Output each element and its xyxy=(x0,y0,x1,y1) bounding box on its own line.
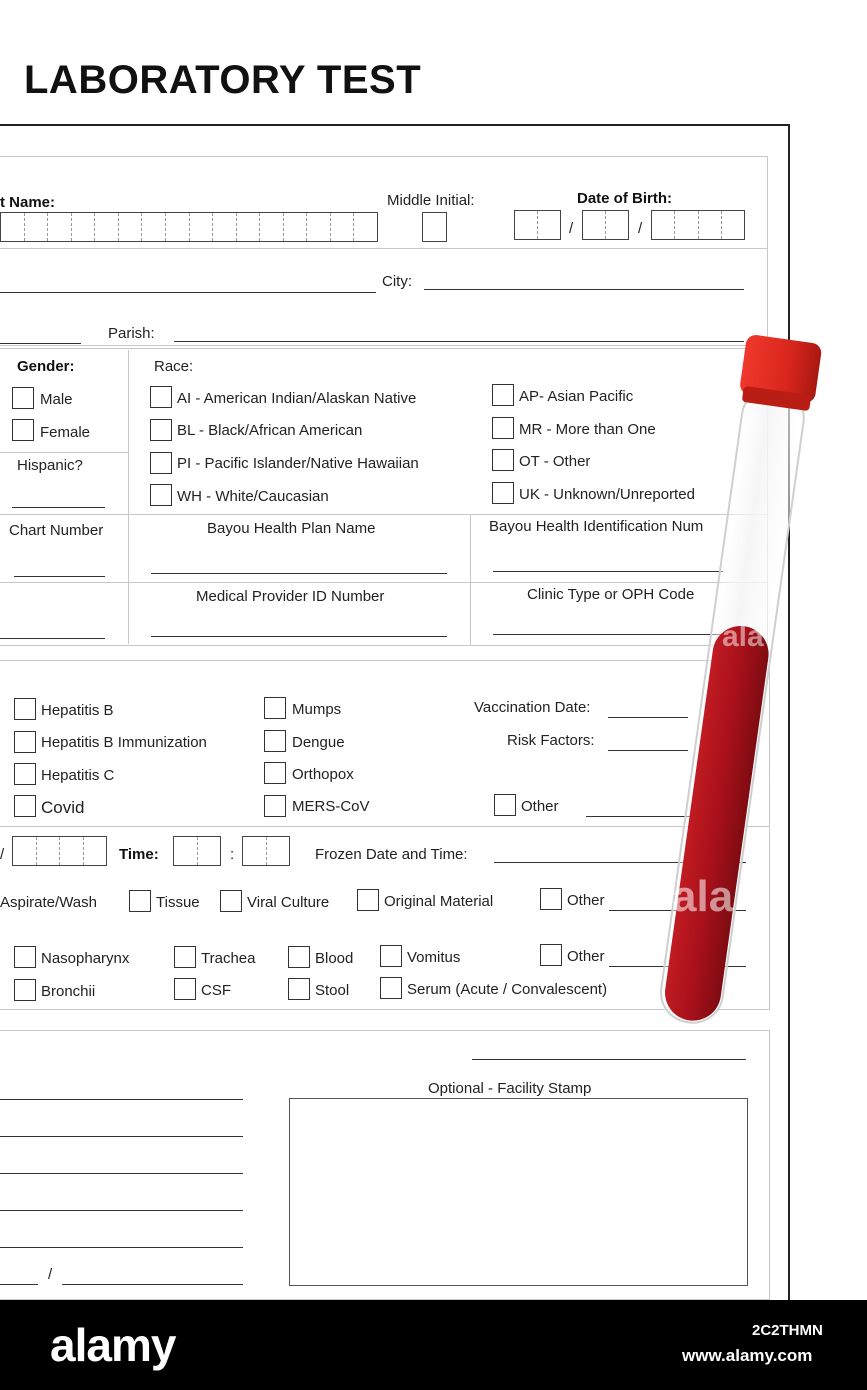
watermark-url: www.alamy.com xyxy=(682,1346,813,1365)
hepatitis-b-label: Hepatitis B xyxy=(41,702,114,719)
bottom-line-5[interactable] xyxy=(0,1247,243,1248)
hispanic-field[interactable] xyxy=(12,507,105,508)
orthopox-label: Orthopox xyxy=(292,766,354,783)
hepatitis-b-immunization-label: Hepatitis B Immunization xyxy=(41,734,207,751)
other-source-checkbox[interactable] xyxy=(540,944,562,966)
other-source-label: Other xyxy=(567,948,605,965)
frozen-date-label: Frozen Date and Time: xyxy=(315,846,468,863)
serum-label: Serum (Acute / Convalescent) xyxy=(407,981,608,998)
covid-label: Covid xyxy=(41,798,85,817)
race-wh-checkbox[interactable] xyxy=(150,484,172,506)
time-hour-field[interactable] xyxy=(173,836,221,866)
trachea-checkbox[interactable] xyxy=(174,946,196,968)
divider xyxy=(0,248,768,249)
bottom-line-4[interactable] xyxy=(0,1210,243,1211)
bottom-date-field-1[interactable] xyxy=(0,1284,38,1285)
city-label: City: xyxy=(382,273,412,290)
race-uk-checkbox[interactable] xyxy=(492,482,514,504)
address-field[interactable] xyxy=(0,292,376,293)
clinic-type-label: Clinic Type or OPH Code xyxy=(527,586,695,603)
tissue-label: Tissue xyxy=(156,894,200,911)
race-ai-label: AI - American Indian/Alaskan Native xyxy=(177,390,417,407)
dengue-label: Dengue xyxy=(292,734,345,751)
bottom-line-3[interactable] xyxy=(0,1173,243,1174)
race-mr-label: MR - More than One xyxy=(519,421,656,438)
city-field[interactable] xyxy=(424,289,744,290)
blood-label: Blood xyxy=(315,950,354,967)
bronchii-checkbox[interactable] xyxy=(14,979,36,1001)
mumps-checkbox[interactable] xyxy=(264,697,286,719)
orthopox-checkbox[interactable] xyxy=(264,762,286,784)
race-ap-checkbox[interactable] xyxy=(492,384,514,406)
time-minute-field[interactable] xyxy=(242,836,290,866)
race-pi-checkbox[interactable] xyxy=(150,452,172,474)
time-colon: : xyxy=(230,846,235,863)
hepatitis-b-immunization-checkbox[interactable] xyxy=(14,731,36,753)
race-bl-label: BL - Black/African American xyxy=(177,422,363,439)
bottom-date-field-2[interactable] xyxy=(62,1284,243,1285)
other-test-checkbox[interactable] xyxy=(494,794,516,816)
vomitus-checkbox[interactable] xyxy=(380,945,402,967)
nasopharynx-checkbox[interactable] xyxy=(14,946,36,968)
hepatitis-c-label: Hepatitis C xyxy=(41,767,115,784)
csf-checkbox[interactable] xyxy=(174,978,196,1000)
gender-label: Gender: xyxy=(17,358,75,375)
race-label: Race: xyxy=(154,358,194,375)
middle-initial-field[interactable] xyxy=(422,212,447,242)
dob-day-field[interactable] xyxy=(582,210,629,240)
signature-field[interactable] xyxy=(472,1059,746,1060)
race-ai-checkbox[interactable] xyxy=(150,386,172,408)
serum-checkbox[interactable] xyxy=(380,977,402,999)
blood-checkbox[interactable] xyxy=(288,946,310,968)
plan-name-field[interactable] xyxy=(151,573,447,574)
female-checkbox[interactable] xyxy=(12,419,34,441)
blood-tube-image xyxy=(600,330,860,1040)
original-material-checkbox[interactable] xyxy=(357,889,379,911)
collection-year-field[interactable] xyxy=(12,836,107,866)
watermark-overlay-lower: ala xyxy=(672,872,734,921)
bottom-line-1[interactable] xyxy=(0,1099,243,1100)
hepatitis-c-checkbox[interactable] xyxy=(14,763,36,785)
dob-slash-2: / xyxy=(638,220,643,237)
viral-culture-label: Viral Culture xyxy=(247,894,330,911)
race-ot-label: OT - Other xyxy=(519,453,591,470)
chart-number-label: Chart Number xyxy=(9,522,104,539)
male-label: Male xyxy=(40,391,73,408)
aspirate-wash-label: Aspirate/Wash xyxy=(0,894,97,911)
parish-label: Parish: xyxy=(108,325,155,342)
dob-month-field[interactable] xyxy=(514,210,561,240)
provider-extra-field[interactable] xyxy=(0,638,105,639)
vaccination-date-label: Vaccination Date: xyxy=(474,699,591,716)
female-label: Female xyxy=(40,424,91,441)
tissue-checkbox[interactable] xyxy=(129,890,151,912)
chart-number-field[interactable] xyxy=(14,576,105,577)
plan-id-label: Bayou Health Identification Num xyxy=(489,518,704,535)
stool-checkbox[interactable] xyxy=(288,978,310,1000)
original-material-label: Original Material xyxy=(384,893,494,910)
dengue-checkbox[interactable] xyxy=(264,730,286,752)
male-checkbox[interactable] xyxy=(12,387,34,409)
bottom-date-slash: / xyxy=(48,1266,53,1283)
stool-label: Stool xyxy=(315,982,350,999)
watermark-brand: alamy xyxy=(50,1319,176,1371)
tube-blood xyxy=(661,622,772,1024)
bottom-line-2[interactable] xyxy=(0,1136,243,1137)
dob-label: Date of Birth: xyxy=(577,190,672,207)
mers-cov-checkbox[interactable] xyxy=(264,795,286,817)
watermark-overlay-upper: ala xyxy=(722,620,764,653)
patient-section xyxy=(0,156,768,346)
race-wh-label: WH - White/Caucasian xyxy=(177,488,329,505)
nasopharynx-label: Nasopharynx xyxy=(41,950,130,967)
other-type-checkbox[interactable] xyxy=(540,888,562,910)
middle-initial-label: Middle Initial: xyxy=(387,192,475,209)
other-test-label: Other xyxy=(521,798,559,815)
divider xyxy=(0,452,128,453)
provider-id-field[interactable] xyxy=(151,636,447,637)
stamp-label: Optional - Facility Stamp xyxy=(428,1080,592,1097)
facility-stamp-box xyxy=(289,1098,748,1286)
watermark-image-id: 2C2THMN xyxy=(752,1322,823,1339)
divider xyxy=(128,350,129,644)
trachea-label: Trachea xyxy=(201,950,256,967)
last-name-label: t Name: xyxy=(0,194,56,211)
csf-label: CSF xyxy=(201,982,231,999)
bronchii-label: Bronchii xyxy=(41,983,96,1000)
race-pi-label: PI - Pacific Islander/Native Hawaiian xyxy=(177,455,419,472)
race-ap-label: AP- Asian Pacific xyxy=(519,388,634,405)
vomitus-label: Vomitus xyxy=(407,949,461,966)
dob-year-field[interactable] xyxy=(651,210,745,240)
dob-slash-1: / xyxy=(569,220,574,237)
race-mr-checkbox[interactable] xyxy=(492,417,514,439)
hispanic-label: Hispanic? xyxy=(17,457,83,474)
time-label: Time: xyxy=(119,846,159,863)
other-type-label: Other xyxy=(567,892,605,909)
mumps-label: Mumps xyxy=(292,701,342,718)
viral-culture-checkbox[interactable] xyxy=(220,890,242,912)
risk-factors-label: Risk Factors: xyxy=(507,732,595,749)
hepatitis-b-checkbox[interactable] xyxy=(14,698,36,720)
plan-name-label: Bayou Health Plan Name xyxy=(207,520,376,537)
page-title: LABORATORY TEST xyxy=(24,58,422,102)
divider xyxy=(470,515,471,645)
race-bl-checkbox[interactable] xyxy=(150,419,172,441)
covid-checkbox[interactable] xyxy=(14,795,36,817)
mers-cov-label: MERS-CoV xyxy=(292,798,370,815)
race-ot-checkbox[interactable] xyxy=(492,449,514,471)
race-uk-label: UK - Unknown/Unreported xyxy=(519,486,695,503)
collection-date-slash: / xyxy=(0,846,5,863)
last-name-field[interactable] xyxy=(0,212,378,242)
zip-field[interactable] xyxy=(0,343,81,344)
provider-id-label: Medical Provider ID Number xyxy=(196,588,385,605)
